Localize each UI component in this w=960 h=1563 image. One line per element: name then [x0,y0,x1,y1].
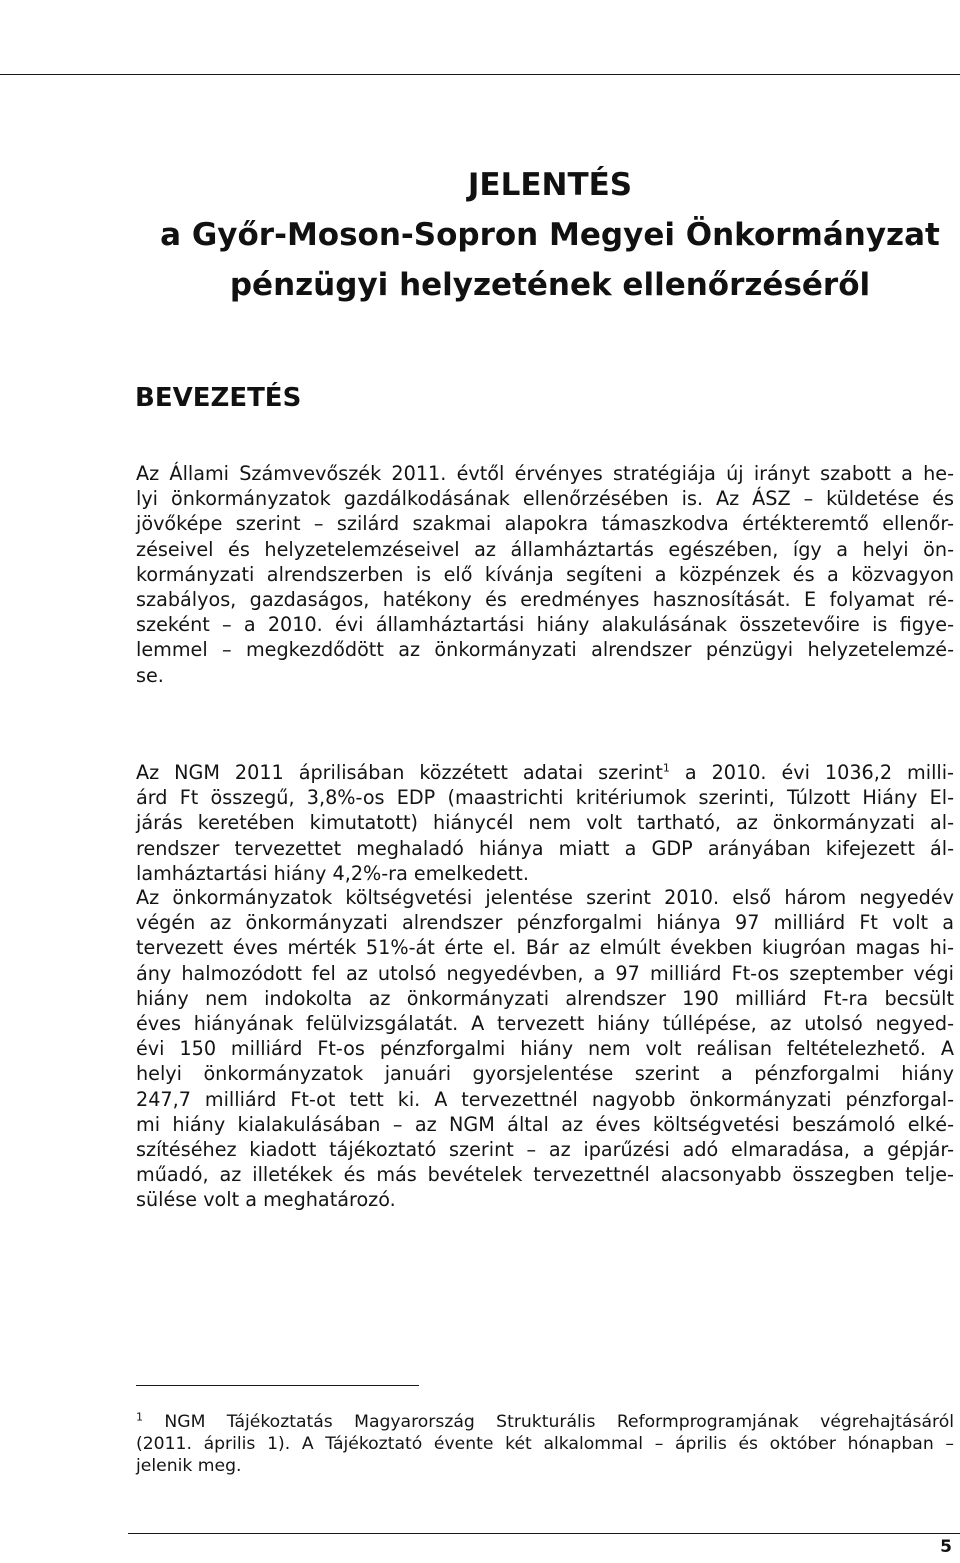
paragraph-line: műadó, az illetékek és más bevételek tervezettnél alacsonyabb összegben telje- [136,1163,954,1187]
paragraph-line: lemmel – megkezdődött az önkormányzati alrendszer pénzügyi helyzetelemzé- [136,638,954,662]
paragraph-line: mi hiány kialakulásában – az NGM által az éves költségvetési beszámoló elké- [136,1112,954,1136]
page-number: 5 [940,1537,952,1557]
paragraph-line: járás keretében kimutatott) hiánycél nem volt tartható, az önkormányzati al- [136,811,954,835]
paragraph-1 [136,461,954,688]
footnote-marker: 1 [136,1410,143,1424]
paragraph-line: Az önkormányzatok költségvetési jelentése szerint 2010. első három negyedév [136,886,954,909]
paragraph-line: sülése volt a meghatározó. [136,1188,396,1212]
paragraph-line: éves hiányának felülvizsgálatát. A tervezett hiány túllépése, az utolsó negyed- [136,1012,954,1036]
paragraph-line: jövőképe szerint – szilárd szakmai alapokra támaszkodva értékteremtő ellenőr- [136,512,954,536]
paragraph-2 [136,760,954,886]
paragraph-3 [136,885,954,1213]
paragraph-line: kormányzati alrendszerben is elő kívánja segíteni a közpénzek és a közvagyon [136,562,954,586]
paragraph-line: zéseivel és helyzetelemzéseivel az államháztartás egészében, így a helyi ön- [136,537,954,561]
paragraph-line: rendszer tervezettet meghaladó hiánya miatt a GDP arányában kifejezett ál- [136,836,954,860]
paragraph-line: évi 150 milliárd Ft-os pénzforgalmi hiány nem volt reálisan feltételezhető. A [136,1037,954,1061]
paragraph-line: tervezett éves mérték 51%-át érte el. Bár az elmúlt években kiugróan magas hi- [136,936,954,960]
footnote-line: (2011. április 1). A Tájékoztató évente két alkalommal – április és október hónapban – [136,1434,954,1454]
report-title [135,160,960,310]
paragraph-line: szabályos, gazdaságos, hatékony és eredményes hasznosítását. E folyamat ré- [136,588,954,612]
section-heading: BEVEZETÉS [135,383,302,413]
paragraph-line: szeként – a 2010. évi államháztartási hiány alakulásának összetevőire is figye- [136,613,954,637]
paragraph-line: árd Ft összegű, 3,8%-os EDP (maastrichti kritériumok szerinti, Túlzott Hiány El- [136,786,954,810]
paragraph-line: ány halmozódott fel az utolsó negyedévben, a 97 milliárd Ft-os szeptember végi [136,961,954,985]
paragraph-line: helyi önkormányzatok januári gyorsjelentése szerint a pénzforgalmi hiány [136,1062,954,1086]
paragraph-line: lamháztartási hiány 4,2%-ra emelkedett. [136,861,529,885]
footnote-line: jelenik meg. [136,1456,242,1476]
paragraph-line: se. [136,663,164,687]
report-title-line-1: JELENTÉS [467,167,633,203]
paragraph-line: Az Állami Számvevőszék 2011. évtől érvényes stratégiája új irányt szabott a he- [136,462,954,485]
footnote-reference: 1 [662,761,670,775]
footnote-line [136,1411,954,1433]
paragraph-line: hiány nem indokolta az önkormányzati alrendszer 190 milliárd Ft-ra becsült [136,986,954,1010]
paragraph-line: végén az önkormányzati alrendszer pénzforgalmi hiánya 97 milliárd Ft volt a [136,911,954,935]
top-rule [0,74,960,75]
footnote-separator [136,1385,419,1386]
paragraph-line [136,760,954,785]
report-title-line-2: a Győr-Moson-Sopron Megyei Önkormányzat [160,217,940,253]
bottom-rule [128,1533,960,1534]
report-title-line-3: pénzügyi helyzetének ellenőrzéséről [229,267,871,303]
paragraph-line: 247,7 milliárd Ft-ot tett ki. A tervezettnél nagyobb önkormányzati pénzforgal- [136,1087,954,1111]
paragraph-line-end: a 2010. évi 1036,2 milli- [669,761,954,784]
footnote-line-text: NGM Tájékoztatás Magyarország Strukturális Reformprogramjának végrehajtásáról [164,1412,955,1432]
paragraph-line: szítéséhez kiadott tájékoztató szerint – az iparűzési adó elmaradása, a gépjár- [136,1138,954,1162]
paragraph-line-start: Az NGM 2011 áprilisában közzétett adatai szerint [136,761,663,784]
paragraph-line: lyi önkormányzatok gazdálkodásának ellenőrzésében is. Az ÁSZ – küldetése és [136,487,954,511]
footnote [136,1411,954,1477]
